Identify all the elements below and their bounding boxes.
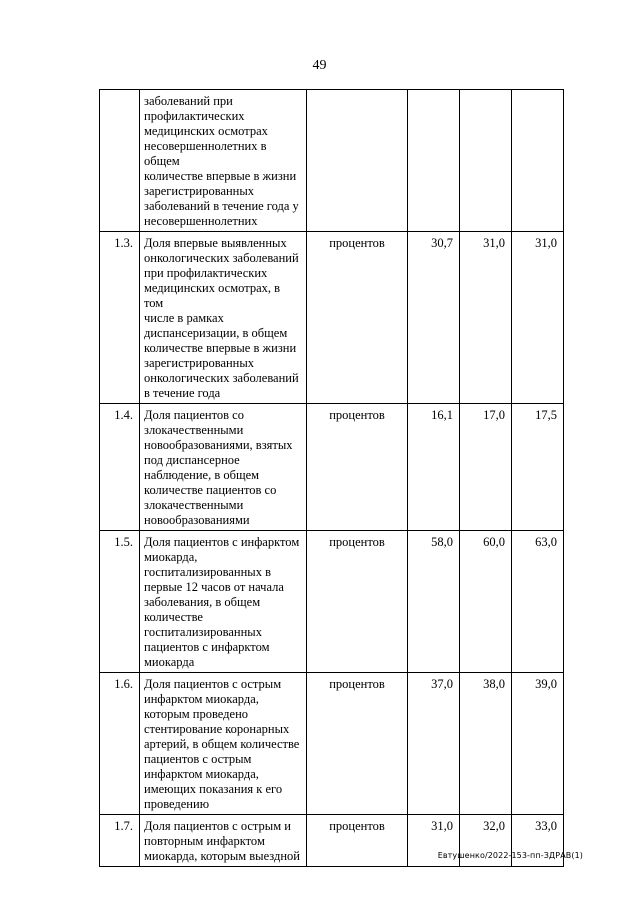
- document-footer-code: Евтушенко/2022-153-пп-ЗДРАВ(1): [437, 851, 583, 860]
- value-year-1: 16,1: [408, 404, 460, 531]
- value-year-1: 37,0: [408, 673, 460, 815]
- indicator-name: Доля пациентов с острым инфарктом миокарда, которым проведено стентирование коронарных артерий, в общем количестве пациентов с острым инфарктом миокарда, имеющих показания к его проведению: [140, 673, 307, 815]
- value-year-1: 30,7: [408, 232, 460, 404]
- value-year-3: [512, 90, 564, 232]
- row-number: 1.5.: [100, 531, 140, 673]
- value-year-2: 60,0: [460, 531, 512, 673]
- value-year-3: 39,0: [512, 673, 564, 815]
- value-year-1: 58,0: [408, 531, 460, 673]
- row-number: 1.7.: [100, 815, 140, 867]
- value-year-1: 31,0: [408, 815, 460, 867]
- indicator-name: Доля пациентов с острым и повторным инфарктом миокарда, которым выездной: [140, 815, 307, 867]
- indicator-name: заболеваний при профилактических медицинских осмотрах несовершеннолетних в общем количестве впервые в жизни зарегистрированных заболеваний в течение года у несовершеннолетних: [140, 90, 307, 232]
- indicator-name: Доля пациентов с инфарктом миокарда, госпитализированных в первые 12 часов от начала заболевания, в общем количестве госпитализированных пациентов с инфарктом миокарда: [140, 531, 307, 673]
- unit-of-measure: процентов: [307, 815, 408, 867]
- table-row: [100, 232, 564, 404]
- row-number: 1.6.: [100, 673, 140, 815]
- value-year-2: 38,0: [460, 673, 512, 815]
- value-year-2: 17,0: [460, 404, 512, 531]
- value-year-3: 17,5: [512, 404, 564, 531]
- unit-of-measure: процентов: [307, 531, 408, 673]
- table-row: [100, 404, 564, 531]
- value-year-3: 31,0: [512, 232, 564, 404]
- row-number: [100, 90, 140, 232]
- table-body: [100, 90, 564, 867]
- indicator-name: Доля впервые выявленных онкологических заболеваний при профилактических медицинских осмотрах, в том числе в рамках диспансеризации, в общем количестве впервые в жизни зарегистрированных онкологических заболеваний в течение года: [140, 232, 307, 404]
- value-year-3: 63,0: [512, 531, 564, 673]
- value-year-2: 32,0: [460, 815, 512, 867]
- unit-of-measure: процентов: [307, 404, 408, 531]
- table-row: [100, 673, 564, 815]
- indicators-table: [99, 89, 564, 867]
- page-number: 49: [312, 58, 327, 73]
- unit-of-measure: процентов: [307, 673, 408, 815]
- unit-of-measure: процентов: [307, 232, 408, 404]
- value-year-3: 33,0: [512, 815, 564, 867]
- row-number: 1.3.: [100, 232, 140, 404]
- table-row: [100, 90, 564, 232]
- indicator-name: Доля пациентов со злокачественными новообразованиями, взятых под диспансерное наблюдение, в общем количестве пациентов со злокачественными новообразованиями: [140, 404, 307, 531]
- value-year-1: [408, 90, 460, 232]
- value-year-2: 31,0: [460, 232, 512, 404]
- unit-of-measure: [307, 90, 408, 232]
- row-number: 1.4.: [100, 404, 140, 531]
- value-year-2: [460, 90, 512, 232]
- table-row: [100, 531, 564, 673]
